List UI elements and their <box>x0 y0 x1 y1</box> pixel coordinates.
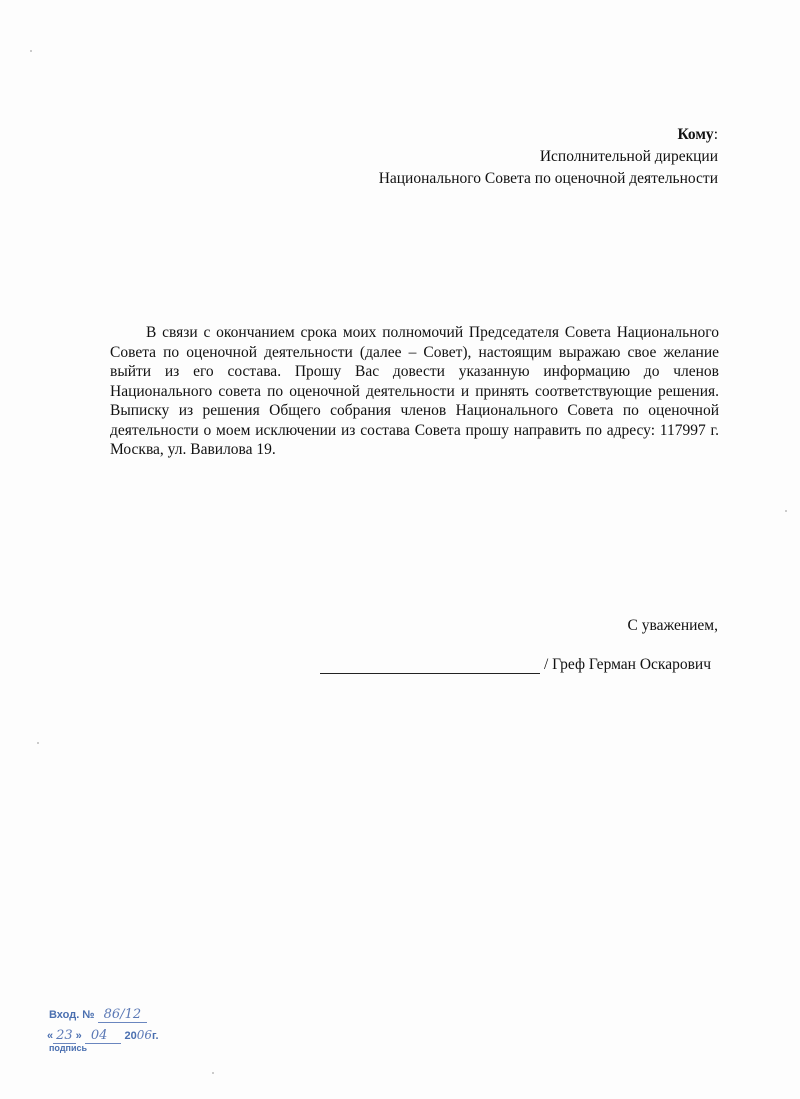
signatory-name: / Греф Герман Оскарович <box>544 656 711 673</box>
stamp-incoming-label: Вход. № <box>49 1009 95 1021</box>
stamp-incoming-row <box>49 1007 147 1023</box>
stamp-quote-open: « <box>47 1030 54 1042</box>
letter-body-paragraph: В связи с окончанием срока моих полномочий Председателя Совета Национального Совета по оценочной деятельности (далее – Совет), настоящим выражаю свое желание выйти из его состава. Прошу Вас довести указанную информацию до членов Национального совета по оценочной деятельности и принять соответствующие решения. Выписку из решения Общего собрания членов Национального Совета по оценочной деятельности о моем исключении из состава Совета прошу направить по адресу: 117997 г. Москва, ул. Вавилова 19. <box>110 324 719 458</box>
scan-speck <box>212 1072 214 1074</box>
incoming-registration-stamp <box>47 1005 217 1060</box>
scan-speck <box>785 510 787 512</box>
stamp-year-prefix: 20 <box>124 1030 137 1042</box>
addressee-to-label <box>379 124 718 146</box>
addressee-line-1: Исполнительной дирекции <box>539 148 718 165</box>
stamp-date-row <box>47 1028 159 1044</box>
signature-blank <box>320 655 540 674</box>
stamp-incoming-number: 86/12 <box>98 1007 147 1023</box>
to-label-text: Кому <box>677 126 714 143</box>
scan-speck <box>37 742 39 744</box>
stamp-quote-close: » <box>75 1030 82 1042</box>
stamp-signature-label: подпись <box>49 1043 88 1053</box>
scan-speck <box>30 50 32 52</box>
stamp-month: 04 <box>85 1028 122 1044</box>
closing-regards: С уважением, <box>627 617 718 634</box>
addressee-block <box>379 124 718 190</box>
stamp-day: 23 <box>53 1028 76 1044</box>
stamp-year-suffix: г. <box>152 1030 159 1042</box>
stamp-year-hand: 06 <box>136 1028 152 1042</box>
signature-line <box>320 655 720 674</box>
addressee-line-2: Национального Совета по оценочной деятельности <box>378 170 718 187</box>
to-label-colon: : <box>713 126 718 143</box>
